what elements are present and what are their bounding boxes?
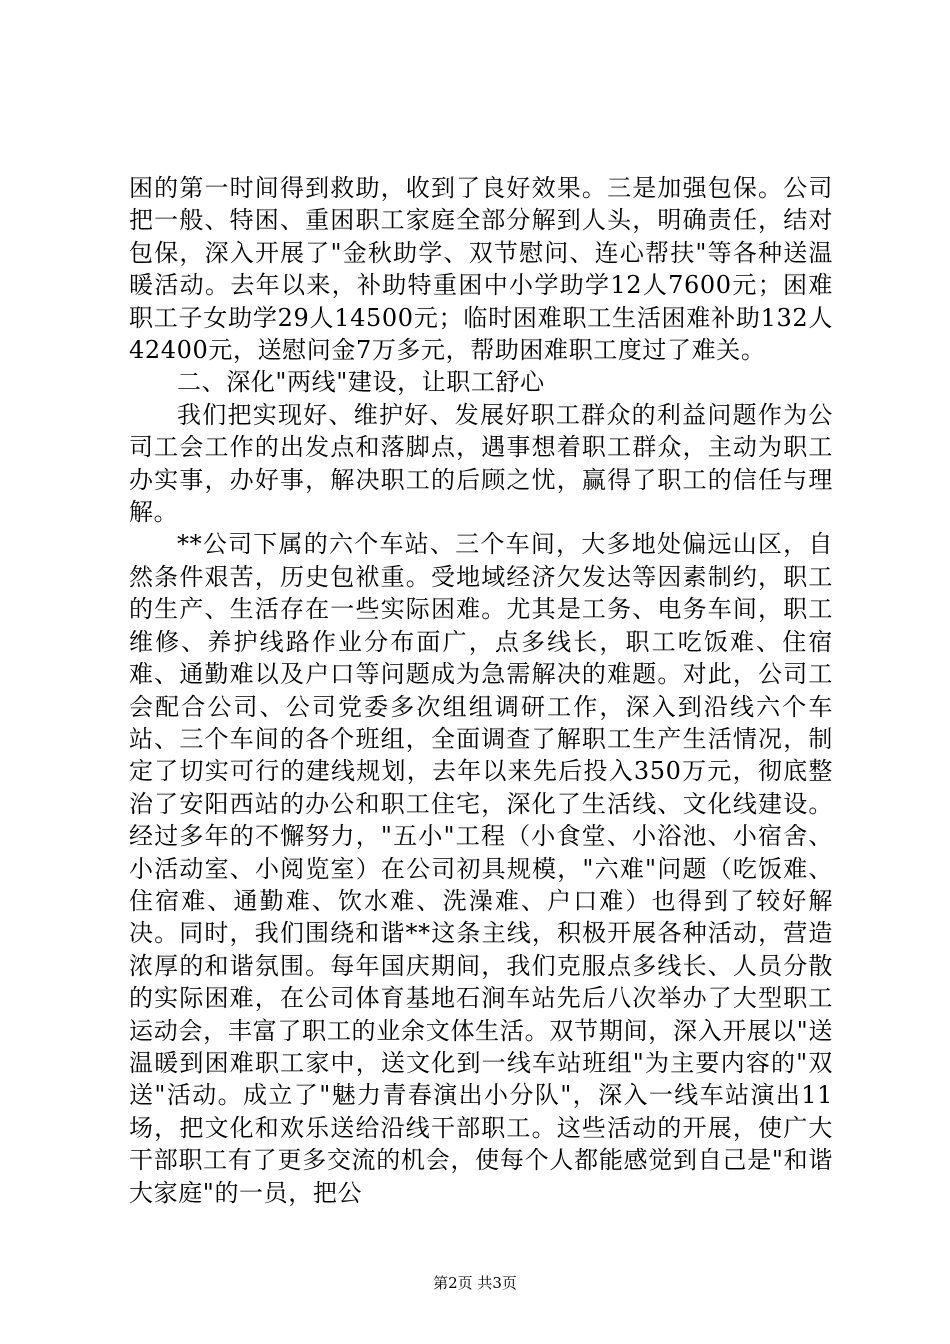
paragraph-intro: 我们把实现好、维护好、发展好职工群众的利益问题作为公司工会工作的出发点和落脚点，遇事想着职工群众，主动为职工办实事，办好事，解决职工的后顾之忧，赢得了职工的信任与理解。	[129, 400, 833, 527]
section-heading: 二、深化"两线"建设，让职工舒心	[177, 368, 545, 397]
paragraph-main: **公司下属的六个车站、三个车间，大多地处偏远山区，自然条件艰苦，历史包袱重。受地域经济欠发达等因素制约，职工的生产、生活存在一些实际困难。尤其是工务、电务车间，职工维修、养护线路作业分布面广，点多线长，职工吃饭难、住宿难、通勤难以及户口等问题成为急需解决的难题。对此，公司工会配合公司、公司党委多次组组调研工作，深入到沿线六个车站、三个车间的各个班组，全面调查了解职工生产生活情况，制定了切实可行的建线规划，去年以来先后投入350万元，彻底整治了安阳西站的办公和职工住宅，深化了生活线、文化线建设。经过多年的不懈努力，"五小"工程（小食堂、小浴池、小宿舍、小活动室、小阅览室）在公司初具规模，"六难"问题（吃饭难、住宿难、通勤难、饮水难、洗澡难、户口难）也得到了较好解决。同时，我们围绕和谐**这条主线，积极开展各种活动，营造浓厚的和谐氛围。每年国庆期间，我们克服点多线长、人员分散的实际困难，在公司体育基地石涧车站先后八次举办了大型职工运动会，丰富了职工的业余文体生活。双节期间，深入开展以"送温暖到困难职工家中，送文化到一线车站班组"为主要内容的"双送"活动。成立了"魅力青春演出小分队"，深入一线车站演出11场，把文化和欢乐送给沿线干部职工。这些活动的开展，使广大干部职工有了更多交流的机会，使每个人都能感觉到自己是"和谐大家庭"的一员，把公	[129, 530, 833, 1207]
paragraph-continuation: 困的第一时间得到救助，收到了良好效果。三是加强包保。公司把一般、特困、重困职工家庭全部分解到人头，明确责任，结对包保，深入开展了"金秋助学、双节慰问、连心帮扶"等各种送温暖活动。去年以来，补助特重困中小学助学12人7600元；困难职工子女助学29人14500元；临时困难职工生活困难补助132人42400元，送慰问金7万多元，帮助困难职工度过了难关。	[129, 174, 833, 365]
page-footer: 第2页 共3页	[433, 1274, 517, 1292]
document-body	[129, 172, 833, 1209]
